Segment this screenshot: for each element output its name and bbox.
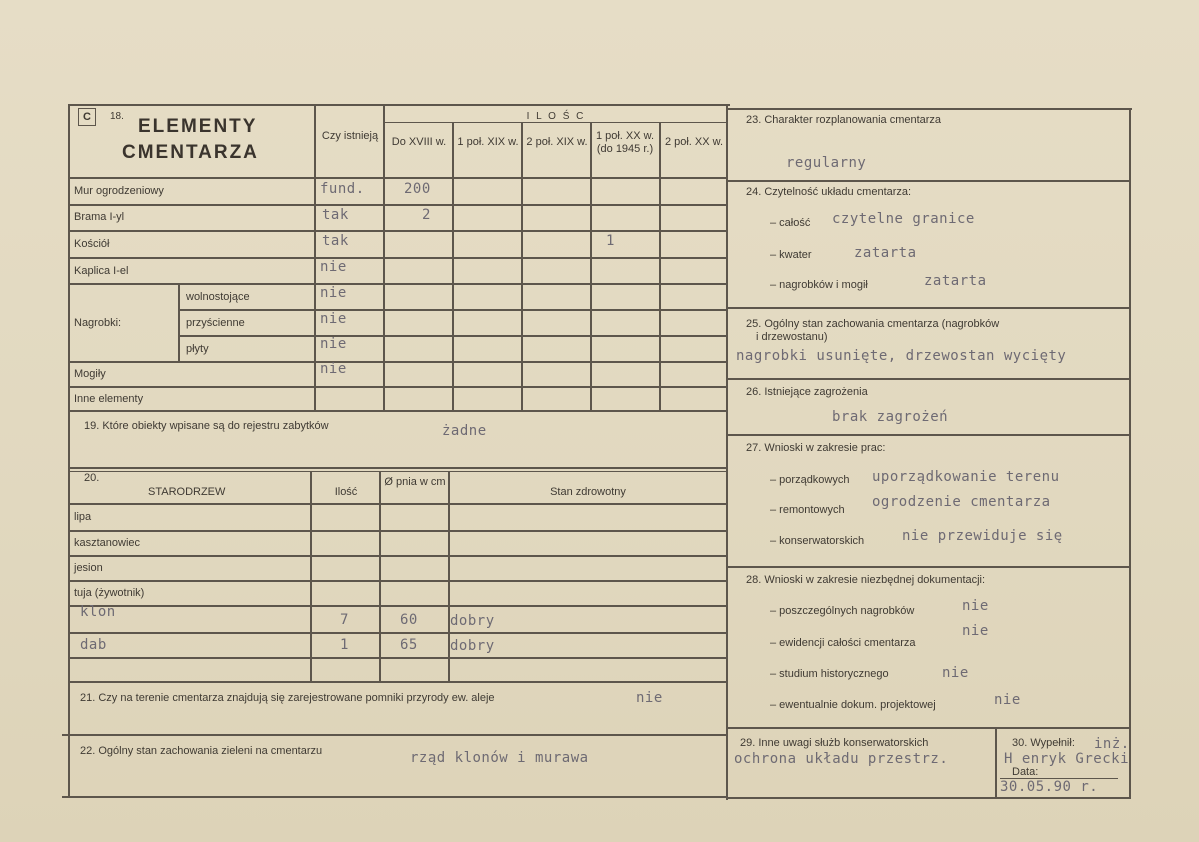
q28-studium-answer: nie [942, 665, 969, 681]
section-letter-box: C [78, 108, 96, 126]
klon-stan: dobry [450, 613, 495, 629]
q19-answer: żadne [442, 423, 487, 439]
q23-answer: regularny [786, 155, 867, 171]
tree-dab: dab [80, 637, 107, 653]
tree-tuja: tuja (żywotnik) [74, 587, 145, 599]
row-label-kaplica: Kaplica I-el [74, 265, 129, 277]
dab-pien: 65 [400, 637, 418, 653]
val-brama-xviii: 2 [422, 207, 431, 223]
header-czy-istnieja: Czy istnieją [321, 130, 379, 142]
dab-ilosc: 1 [340, 637, 349, 653]
tree-jesion: jesion [74, 562, 103, 574]
q26-label: 26. Istniejące zagrożenia [746, 386, 868, 398]
q24-nagrobki-label: – nagrobków i mogił [770, 279, 868, 291]
q25-label-2: i drzewostanu) [756, 331, 828, 343]
exists-kosciol: tak [322, 233, 349, 249]
klon-pien: 60 [400, 612, 418, 628]
exists-kaplica: nie [320, 259, 347, 275]
q28-nagrobkow-label: – poszczególnych nagrobków [770, 605, 915, 617]
row-label-kosciol: Kościół [74, 238, 110, 250]
q22-label: 22. Ogólny stan zachowania zieleni na cmentarzu [80, 745, 323, 757]
val-mur-xviii: 200 [404, 181, 431, 197]
q27-konserwatorskich-answer: nie przewiduje się [902, 528, 1063, 544]
q24-calosc-label: – całość [770, 217, 811, 229]
exists-brama: tak [322, 207, 349, 223]
title-cmentarza: CMENTARZA [122, 142, 259, 163]
q24-label: 24. Czytelność układu cmentarza: [746, 186, 912, 198]
dab-stan: dobry [450, 638, 495, 654]
row-label-przyscienne: przyścienne [186, 317, 245, 329]
q30-date: 30.05.90 r. [1000, 779, 1099, 795]
klon-ilosc: 7 [340, 612, 349, 628]
tree-kasztanowiec: kasztanowiec [74, 537, 141, 549]
q22-answer: rząd klonów i murawa [410, 750, 589, 766]
exists-wolnostojace: nie [320, 285, 347, 301]
q29-answer: ochrona układu przestrz. [734, 751, 949, 767]
q27-label: 27. Wnioski w zakresie prac: [746, 442, 886, 454]
q27-konserwatorskich-label: – konserwatorskich [770, 535, 865, 547]
q24-calosc-answer: czytelne granice [832, 211, 975, 227]
col-2pol-xix: 2 poł. XIX w. [526, 136, 588, 148]
q27-remontowych-label: – remontowych [770, 504, 845, 516]
q23-label: 23. Charakter rozplanowania cmentarza [746, 114, 942, 126]
exists-plyty: nie [320, 336, 347, 352]
q25-answer: nagrobki usunięte, drzewostan wycięty [736, 348, 1067, 364]
q21-label: 21. Czy na terenie cmentarza znajdują się zarejestrowane pomniki przyrody ew. aleje [80, 692, 495, 704]
q28-studium-label: – studium historycznego [770, 668, 889, 680]
exists-mogily: nie [320, 361, 347, 377]
row-label-inne: Inne elementy [74, 393, 144, 405]
col-1pol-xx: 1 poł. XX w. (do 1945 r.) [595, 130, 655, 155]
tree-lipa: lipa [74, 511, 92, 523]
q30-label: 30. Wypełnił: [1012, 737, 1075, 749]
starodrzew-col-ilosc: Ilość [334, 486, 358, 498]
q30-title: inż. [1094, 736, 1130, 752]
q26-answer: brak zagrożeń [832, 409, 949, 425]
val-kosciol-1polxx: 1 [606, 233, 615, 249]
row-label-wolnostojace: wolnostojące [186, 291, 250, 303]
starodrzew-title: STARODRZEW [148, 486, 226, 498]
q30-name: H enryk Grecki [1004, 751, 1130, 767]
q24-kwater-label: – kwater [770, 249, 812, 261]
row-label-nagrobki: Nagrobki: [74, 317, 122, 329]
row-label-mogily: Mogiły [74, 368, 106, 380]
section-18-number: 18. [110, 111, 124, 122]
q28-nagrobkow-answer: nie [962, 598, 989, 614]
q24-kwater-answer: zatarta [854, 245, 917, 261]
col-2pol-xx: 2 poł. XX w. [664, 136, 724, 148]
q29-label: 29. Inne uwagi służb konserwatorskich [740, 737, 929, 749]
q19-label: 19. Które obiekty wpisane są do rejestru zabytków [84, 420, 329, 432]
tree-klon: klon [80, 604, 116, 620]
row-label-plyty: płyty [186, 343, 209, 355]
row-label-brama: Brama I-yl [74, 211, 125, 223]
exists-mur: fund. [320, 181, 365, 197]
q28-projektowej-answer: nie [994, 692, 1021, 708]
col-do-xviii: Do XVIII w. [391, 136, 447, 148]
starodrzew-col-stan: Stan zdrowotny [550, 486, 626, 498]
q28-ewidencji-label: – ewidencji całości cmentarza [770, 637, 916, 649]
q30-date-label: Data: [1012, 766, 1039, 778]
q28-projektowej-label: – ewentualnie dokum. projektowej [770, 699, 936, 711]
header-ilosc: I L O Ś C [526, 111, 586, 122]
q27-porzadkowych-label: – porządkowych [770, 474, 850, 486]
q25-label-1: 25. Ogólny stan zachowania cmentarza (nagrobków [746, 318, 1000, 330]
starodrzew-col-pien: Ø pnia w cm [384, 476, 446, 488]
title-elementy: ELEMENTY [138, 116, 258, 137]
col-1pol-xix: 1 poł. XIX w. [457, 136, 519, 148]
row-label-mur: Mur ogrodzeniowy [74, 185, 164, 197]
q27-porzadkowych-answer: uporządkowanie terenu [872, 469, 1060, 485]
q24-nagrobki-answer: zatarta [924, 273, 987, 289]
q27-remontowych-answer: ogrodzenie cmentarza [872, 494, 1051, 510]
q28-label: 28. Wnioski w zakresie niezbędnej dokumentacji: [746, 574, 986, 586]
exists-przyscienne: nie [320, 311, 347, 327]
q28-ewidencji-answer: nie [962, 623, 989, 639]
q20-number: 20. [84, 472, 100, 484]
q21-answer: nie [636, 690, 663, 706]
